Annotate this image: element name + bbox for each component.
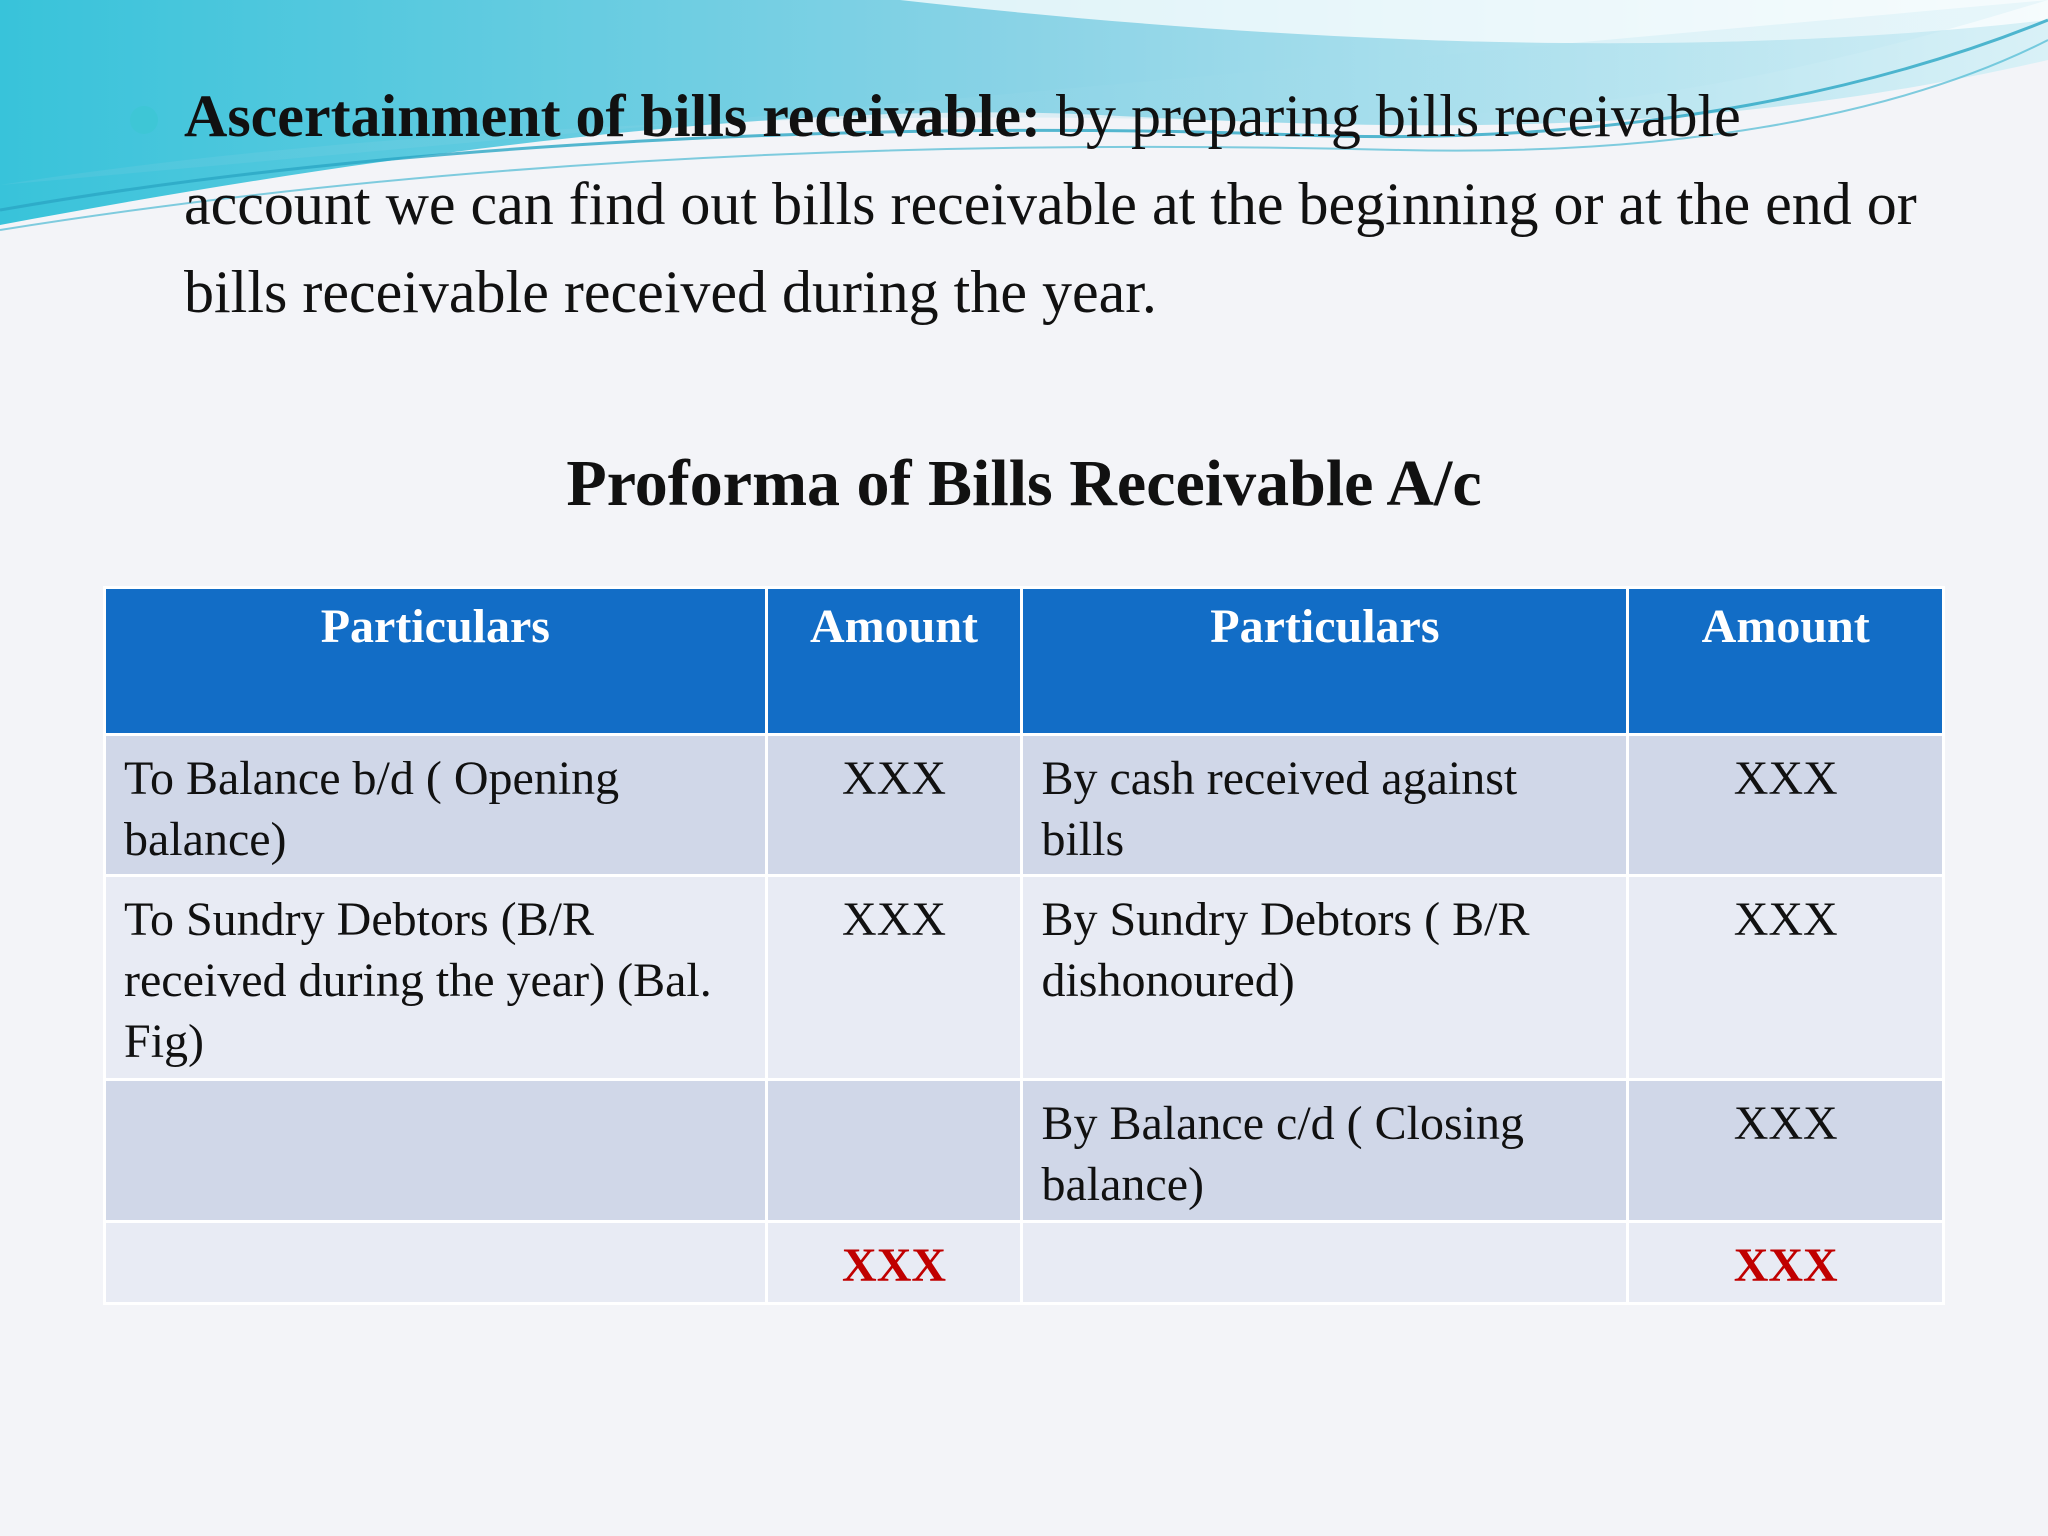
bills-receivable-table <box>103 586 1945 1305</box>
table-cell: XXX <box>766 735 1022 876</box>
table-cell <box>766 1080 1022 1222</box>
bullet-dot-icon <box>130 106 158 134</box>
table-cell <box>1022 1222 1628 1304</box>
table-cell: To Balance b/d ( Opening balance) <box>105 735 767 876</box>
total-amount-credit: XXX <box>1628 1222 1944 1304</box>
table-cell: XXX <box>766 876 1022 1080</box>
proforma-title: Proforma of Bills Receivable A/c <box>566 447 1482 520</box>
table-cell: XXX <box>1628 1080 1944 1222</box>
bullet-point <box>130 72 1930 336</box>
table-cell: By Sundry Debtors ( B/R dishonoured) <box>1022 876 1628 1080</box>
table-cell <box>105 1080 767 1222</box>
table-cell: By cash received against bills <box>1022 735 1628 876</box>
table-total-row <box>105 1222 1944 1304</box>
table-cell: XXX <box>1628 876 1944 1080</box>
table-row <box>105 1080 1944 1222</box>
table-cell: To Sundry Debtors (B/R received during the year) (Bal. Fig) <box>105 876 767 1080</box>
table-header-row <box>105 588 1944 735</box>
header-particulars-debit: Particulars <box>105 588 767 735</box>
table-row <box>105 876 1944 1080</box>
header-particulars-credit: Particulars <box>1022 588 1628 735</box>
header-amount-debit: Amount <box>766 588 1022 735</box>
bullet-text <box>184 72 1930 336</box>
table-cell: XXX <box>1628 735 1944 876</box>
total-amount-debit: XXX <box>766 1222 1022 1304</box>
table-row <box>105 735 1944 876</box>
table-cell <box>105 1222 767 1304</box>
bullet-lead: Ascertainment of bills receivable: <box>184 83 1042 149</box>
table-cell: By Balance c/d ( Closing balance) <box>1022 1080 1628 1222</box>
bullet-body: by preparing bills receivable account we can find out bills receivable at the beginning or at the end or bills receivable received during the year. <box>184 83 1917 325</box>
header-amount-credit: Amount <box>1628 588 1944 735</box>
